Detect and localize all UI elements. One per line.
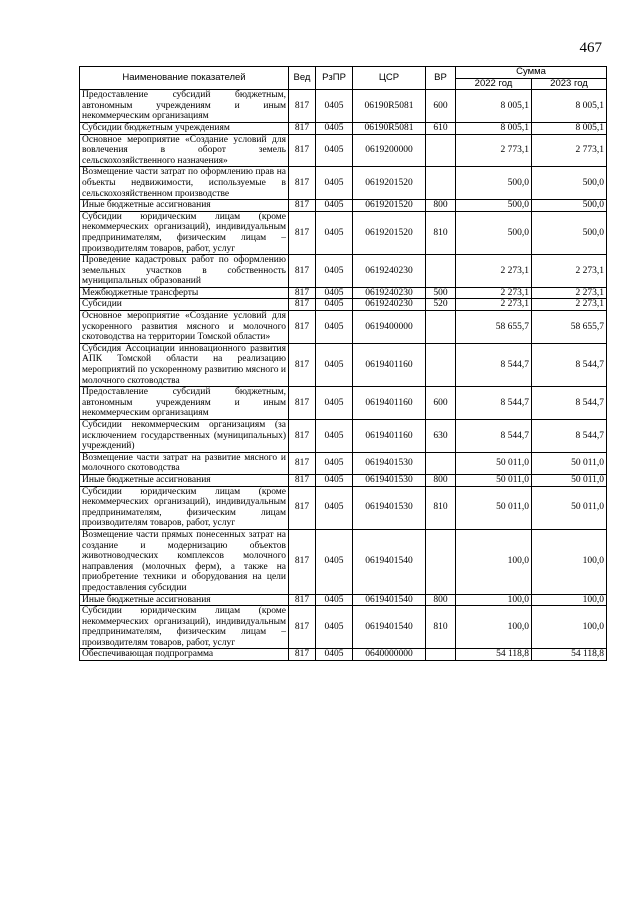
row-amount-2023: 8 005,1 <box>532 122 607 134</box>
row-name: Возмещение части прямых понесенных затрат на создание и модернизацию объектов животноводческих комплексов молочного направления (молочных ферм), а также на приобретение техники и оборудования на цели предоставления субсидии <box>80 529 289 594</box>
row-amount-2022: 50 011,0 <box>456 452 532 474</box>
row-vr <box>426 649 456 661</box>
row-amount-2023: 8 544,7 <box>532 387 607 420</box>
row-ved: 817 <box>289 420 316 453</box>
row-csr: 0619401540 <box>353 529 426 594</box>
row-amount-2022: 54 118,8 <box>456 649 532 661</box>
table-row <box>80 452 607 474</box>
row-rzpr: 0405 <box>316 311 353 344</box>
row-rzpr: 0405 <box>316 452 353 474</box>
row-ved: 817 <box>289 122 316 134</box>
table-body <box>80 90 607 661</box>
row-rzpr: 0405 <box>316 167 353 200</box>
row-vr <box>426 529 456 594</box>
row-rzpr: 0405 <box>316 474 353 486</box>
header-ved: Вед <box>289 67 316 90</box>
row-amount-2022: 500,0 <box>456 200 532 212</box>
row-csr: 0619401530 <box>353 452 426 474</box>
row-rzpr: 0405 <box>316 606 353 649</box>
row-csr: 0619201520 <box>353 211 426 254</box>
row-amount-2023: 58 655,7 <box>532 311 607 344</box>
row-rzpr: 0405 <box>316 255 353 288</box>
row-rzpr: 0405 <box>316 343 353 386</box>
row-vr: 800 <box>426 594 456 606</box>
table-row <box>80 387 607 420</box>
row-vr: 610 <box>426 122 456 134</box>
row-amount-2022: 2 273,1 <box>456 287 532 299</box>
row-ved: 817 <box>289 649 316 661</box>
row-amount-2023: 8 544,7 <box>532 420 607 453</box>
row-rzpr: 0405 <box>316 420 353 453</box>
row-vr: 800 <box>426 474 456 486</box>
row-csr: 0619240230 <box>353 287 426 299</box>
row-name: Иные бюджетные ассигнования <box>80 474 289 486</box>
row-name: Предоставление субсидий бюджетным, автономным учреждениям и иным некоммерческим организациям <box>80 90 289 123</box>
row-name: Основное мероприятие «Создание условий для ускоренного развития мясного и молочного скотоводства на территории Томской области» <box>80 311 289 344</box>
row-rzpr: 0405 <box>316 134 353 167</box>
row-amount-2023: 2 273,1 <box>532 255 607 288</box>
row-ved: 817 <box>289 594 316 606</box>
row-csr: 0619401530 <box>353 474 426 486</box>
row-csr: 0619401540 <box>353 594 426 606</box>
table-row <box>80 287 607 299</box>
row-name: Субсидии бюджетным учреждениям <box>80 122 289 134</box>
table-row <box>80 311 607 344</box>
row-vr: 500 <box>426 287 456 299</box>
header-name: Наименование показателей <box>80 67 289 90</box>
row-csr: 0640000000 <box>353 649 426 661</box>
row-csr: 0619401160 <box>353 387 426 420</box>
budget-table <box>79 66 607 661</box>
row-vr: 600 <box>426 90 456 123</box>
row-name: Субсидии некоммерческим организациям (за исключением государственных (муниципальных) учреждений) <box>80 420 289 453</box>
row-amount-2023: 8 544,7 <box>532 343 607 386</box>
row-amount-2023: 100,0 <box>532 594 607 606</box>
table-row <box>80 529 607 594</box>
row-amount-2022: 8 544,7 <box>456 420 532 453</box>
row-vr: 810 <box>426 211 456 254</box>
table-row <box>80 134 607 167</box>
row-ved: 817 <box>289 200 316 212</box>
row-rzpr: 0405 <box>316 200 353 212</box>
table-row <box>80 486 607 529</box>
table-row <box>80 343 607 386</box>
row-csr: 0619401160 <box>353 343 426 386</box>
header-row <box>80 67 607 79</box>
row-name: Субсидия Ассоциации инновационного развития АПК Томской области на реализацию мероприятий по ускоренному развитию мясного и молочного скотоводства <box>80 343 289 386</box>
row-name: Обеспечивающая подпрограмма <box>80 649 289 661</box>
row-amount-2022: 8 544,7 <box>456 387 532 420</box>
row-amount-2023: 50 011,0 <box>532 474 607 486</box>
row-amount-2022: 50 011,0 <box>456 486 532 529</box>
table-row <box>80 606 607 649</box>
row-amount-2022: 2 273,1 <box>456 299 532 311</box>
row-rzpr: 0405 <box>316 529 353 594</box>
row-csr: 0619200000 <box>353 134 426 167</box>
row-ved: 817 <box>289 299 316 311</box>
row-amount-2023: 8 005,1 <box>532 90 607 123</box>
row-ved: 817 <box>289 255 316 288</box>
row-amount-2023: 500,0 <box>532 167 607 200</box>
row-rzpr: 0405 <box>316 211 353 254</box>
row-amount-2023: 50 011,0 <box>532 486 607 529</box>
table-row <box>80 90 607 123</box>
row-amount-2023: 2 773,1 <box>532 134 607 167</box>
row-csr: 0619201520 <box>353 200 426 212</box>
table-row <box>80 167 607 200</box>
row-rzpr: 0405 <box>316 649 353 661</box>
row-amount-2022: 58 655,7 <box>456 311 532 344</box>
row-amount-2023: 500,0 <box>532 200 607 212</box>
row-vr <box>426 255 456 288</box>
table-row <box>80 420 607 453</box>
row-rzpr: 0405 <box>316 387 353 420</box>
row-name: Возмещение части затрат на развитие мясного и молочного скотоводства <box>80 452 289 474</box>
table-row <box>80 122 607 134</box>
row-amount-2022: 8 005,1 <box>456 90 532 123</box>
row-rzpr: 0405 <box>316 486 353 529</box>
row-csr: 0619401540 <box>353 606 426 649</box>
row-amount-2023: 2 273,1 <box>532 287 607 299</box>
row-csr: 0619400000 <box>353 311 426 344</box>
row-amount-2022: 100,0 <box>456 594 532 606</box>
row-ved: 817 <box>289 343 316 386</box>
row-vr: 630 <box>426 420 456 453</box>
row-amount-2022: 8 544,7 <box>456 343 532 386</box>
row-ved: 817 <box>289 287 316 299</box>
row-rzpr: 0405 <box>316 287 353 299</box>
table-row <box>80 299 607 311</box>
row-csr: 0619240230 <box>353 299 426 311</box>
row-name: Предоставление субсидий бюджетным, автономным учреждениям и иным некоммерческим организациям <box>80 387 289 420</box>
row-csr: 0619401160 <box>353 420 426 453</box>
row-ved: 817 <box>289 311 316 344</box>
row-name: Проведение кадастровых работ по оформлению земельных участков в собственность муниципальных образований <box>80 255 289 288</box>
row-ved: 817 <box>289 474 316 486</box>
row-amount-2022: 50 011,0 <box>456 474 532 486</box>
row-vr <box>426 167 456 200</box>
header-sum: Сумма <box>456 67 607 79</box>
row-ved: 817 <box>289 167 316 200</box>
row-amount-2022: 2 773,1 <box>456 134 532 167</box>
row-csr: 0619401530 <box>353 486 426 529</box>
row-vr: 800 <box>426 200 456 212</box>
row-vr: 810 <box>426 606 456 649</box>
row-rzpr: 0405 <box>316 122 353 134</box>
row-name: Иные бюджетные ассигнования <box>80 594 289 606</box>
row-csr: 0619201520 <box>353 167 426 200</box>
row-vr: 520 <box>426 299 456 311</box>
row-amount-2022: 100,0 <box>456 606 532 649</box>
row-vr <box>426 134 456 167</box>
row-name: Субсидии юридическим лицам (кроме некоммерческих организаций), индивидуальным предпринимателям, физическим лицам производителям товаров, работ, услуг <box>80 486 289 529</box>
row-csr: 06190R5081 <box>353 90 426 123</box>
row-ved: 817 <box>289 529 316 594</box>
row-rzpr: 0405 <box>316 90 353 123</box>
row-amount-2022: 500,0 <box>456 211 532 254</box>
table-row <box>80 474 607 486</box>
row-name: Субсидии юридическим лицам (кроме некоммерческих организаций), индивидуальным предпринимателям, физическим лицам – производителям товаров, работ, услуг <box>80 606 289 649</box>
table-row <box>80 649 607 661</box>
row-name: Основное мероприятие «Создание условий для вовлечения в оборот земель сельскохозяйственного назначения» <box>80 134 289 167</box>
table-row <box>80 211 607 254</box>
row-ved: 817 <box>289 452 316 474</box>
row-csr: 0619240230 <box>353 255 426 288</box>
table-row <box>80 200 607 212</box>
header-csr: ЦСР <box>353 67 426 90</box>
header-year-2023: 2023 год <box>532 78 607 90</box>
row-amount-2023: 500,0 <box>532 211 607 254</box>
row-name: Возмещение части затрат по оформлению прав на объекты недвижимости, используемые в сельскохозяйственном производстве <box>80 167 289 200</box>
row-csr: 06190R5081 <box>353 122 426 134</box>
header-year-2022: 2022 год <box>456 78 532 90</box>
row-amount-2023: 100,0 <box>532 529 607 594</box>
row-ved: 817 <box>289 90 316 123</box>
table-row <box>80 594 607 606</box>
row-ved: 817 <box>289 486 316 529</box>
row-ved: 817 <box>289 606 316 649</box>
row-ved: 817 <box>289 134 316 167</box>
row-name: Иные бюджетные ассигнования <box>80 200 289 212</box>
header-rzpr: РзПР <box>316 67 353 90</box>
header-vr: ВР <box>426 67 456 90</box>
row-name: Субсидии юридическим лицам (кроме некоммерческих организаций), индивидуальным предпринимателям, физическим лицам – производителям товаров, работ, услуг <box>80 211 289 254</box>
row-vr <box>426 452 456 474</box>
row-ved: 817 <box>289 387 316 420</box>
row-rzpr: 0405 <box>316 594 353 606</box>
row-vr <box>426 343 456 386</box>
row-name: Субсидии <box>80 299 289 311</box>
table-row <box>80 255 607 288</box>
row-amount-2022: 8 005,1 <box>456 122 532 134</box>
row-amount-2023: 100,0 <box>532 606 607 649</box>
row-amount-2022: 2 273,1 <box>456 255 532 288</box>
row-amount-2022: 100,0 <box>456 529 532 594</box>
row-amount-2023: 54 118,8 <box>532 649 607 661</box>
page-number: 467 <box>579 40 602 56</box>
row-vr: 810 <box>426 486 456 529</box>
row-amount-2022: 500,0 <box>456 167 532 200</box>
row-amount-2023: 2 273,1 <box>532 299 607 311</box>
row-amount-2023: 50 011,0 <box>532 452 607 474</box>
row-vr: 600 <box>426 387 456 420</box>
row-rzpr: 0405 <box>316 299 353 311</box>
row-vr <box>426 311 456 344</box>
row-ved: 817 <box>289 211 316 254</box>
row-name: Межбюджетные трансферты <box>80 287 289 299</box>
